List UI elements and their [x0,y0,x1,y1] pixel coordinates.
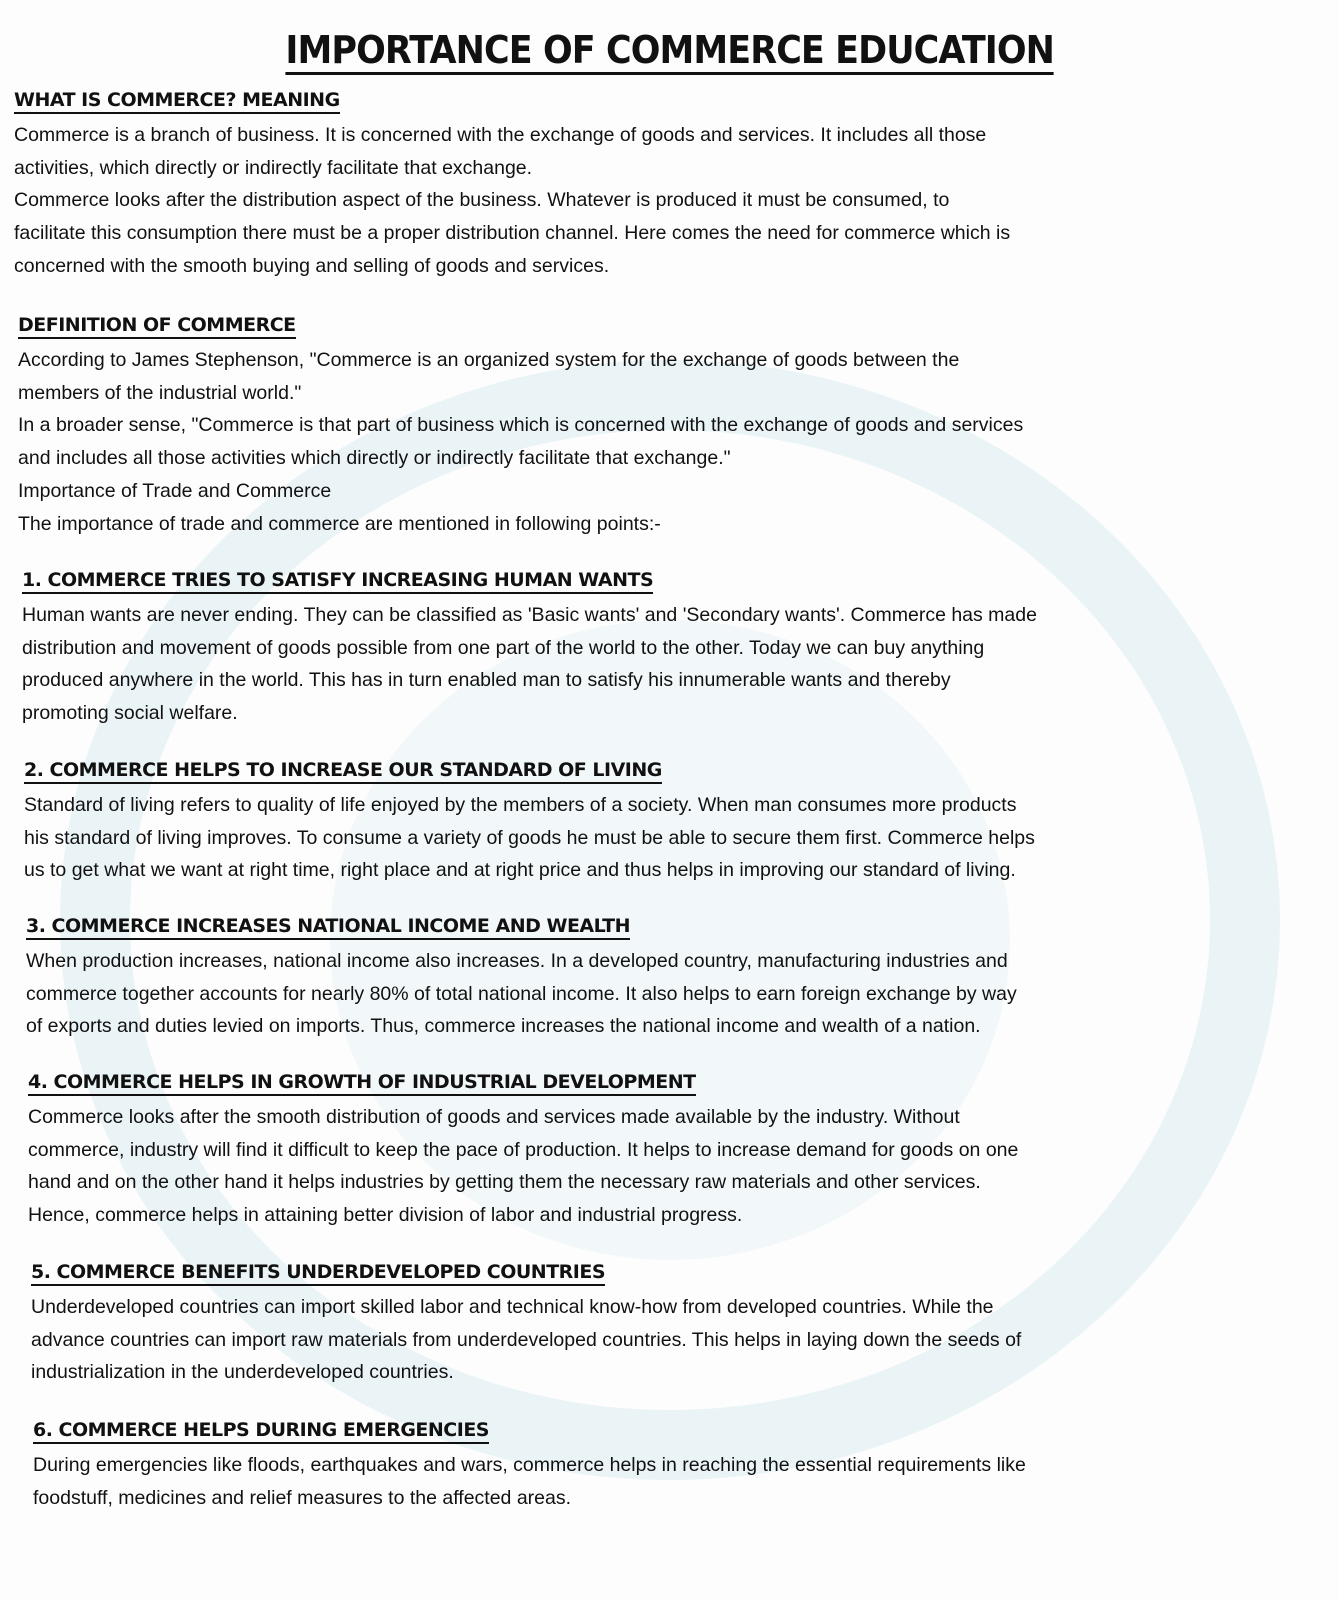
paragraph-line: The importance of trade and commerce are mentioned in following points:- [18,512,661,535]
paragraph-line: facilitate this consumption there must be a proper distribution channel. Here comes the need for commerce which is [14,222,1011,245]
paragraph-line: and includes all those activities which directly or indirectly facilitate that exchange." [18,447,731,470]
paragraph-line: concerned with the smooth buying and selling of goods and services. [14,254,610,277]
paragraph-line: of exports and duties levied on imports. Thus, commerce increases the national income and wealth of a nation. [26,1015,981,1038]
paragraph-line: activities, which directly or indirectly facilitate that exchange. [14,156,533,179]
section-heading: 2. COMMERCE HELPS TO INCREASE OUR STANDARD OF LIVING [24,758,662,784]
section [31,1260,1021,1389]
paragraph-line: foodstuff, medicines and relief measures to the affected areas. [33,1486,572,1509]
paragraph-line: In a broader sense, "Commerce is that part of business which is concerned with the exchange of goods and services [18,414,1024,437]
paragraph-line: Importance of Trade and Commerce [18,479,332,502]
paragraph-line: his standard of living improves. To consume a variety of goods he must be able to secure them first. Commerce helps [24,826,1035,849]
paragraph-line: Commerce looks after the smooth distribution of goods and services made available by the industry. Without [28,1106,960,1128]
paragraph-line: us to get what we want at right time, right place and at right price and thus helps in improving our standard of living. [24,859,1016,882]
paragraph-line: Standard of living refers to quality of life enjoyed by the members of a society. When man consumes more products [24,794,1017,816]
section-heading: DEFINITION OF COMMERCE [18,313,296,339]
section-heading: 6. COMMERCE HELPS DURING EMERGENCIES [33,1418,489,1444]
paragraph-line: hand and on the other hand it helps industries by getting them the necessary raw materials and other services. [28,1171,981,1194]
paragraph-line: Hence, commerce helps in attaining better division of labor and industrial progress. [28,1204,743,1227]
paragraph-line: commerce together accounts for nearly 80% of total national income. It also helps to earn foreign exchange by way [26,982,1017,1005]
paragraph-line: Commerce is a branch of business. It is concerned with the exchange of goods and services. It includes all those [14,124,987,146]
section [28,1070,1018,1232]
section [14,88,1010,283]
section-heading: 5. COMMERCE BENEFITS UNDERDEVELOPED COUNTRIES [31,1260,605,1286]
paragraph-line: members of the industrial world." [18,381,302,404]
paragraph-line: Underdeveloped countries can import skilled labor and technical know-how from developed countries. While the [31,1296,994,1318]
section-heading: 3. COMMERCE INCREASES NATIONAL INCOME AND WEALTH [26,914,630,940]
section [26,914,1017,1043]
paragraph-line: produced anywhere in the world. This has in turn enabled man to satisfy his innumerable wants and thereby [22,669,951,692]
page-title: IMPORTANCE OF COMMERCE EDUCATION [285,28,1054,75]
section [33,1418,1026,1514]
paragraph-line: promoting social welfare. [22,702,238,725]
section-heading: WHAT IS COMMERCE? MEANING [14,88,340,114]
section [18,313,1023,540]
section-heading: 4. COMMERCE HELPS IN GROWTH OF INDUSTRIAL DEVELOPMENT [28,1070,696,1096]
paragraph-line: distribution and movement of goods possible from one part of the world to the other. Today we can buy anything [22,636,985,659]
page-title-container [0,28,1339,75]
paragraph-line: advance countries can import raw materials from underdeveloped countries. This helps in laying down the seeds of [31,1328,1022,1351]
paragraph-line: industrialization in the underdeveloped countries. [31,1361,454,1384]
section-heading: 1. COMMERCE TRIES TO SATISFY INCREASING HUMAN WANTS [22,568,653,594]
paragraph-line: Commerce looks after the distribution aspect of the business. Whatever is produced it must be consumed, to [14,189,950,212]
paragraph-line: According to James Stephenson, "Commerce is an organized system for the exchange of goods between the [18,349,960,371]
paragraph-line: Human wants are never ending. They can be classified as 'Basic wants' and 'Secondary wants'. Commerce has made [22,604,1037,626]
paragraph-line: commerce, industry will find it difficult to keep the pace of production. It helps to increase demand for goods on one [28,1138,1019,1161]
section [24,758,1035,887]
paragraph-line: When production increases, national income also increases. In a developed country, manufacturing industries and [26,950,1008,972]
section [22,568,1037,730]
paragraph-line: During emergencies like floods, earthquakes and wars, commerce helps in reaching the essential requirements like [33,1454,1026,1476]
